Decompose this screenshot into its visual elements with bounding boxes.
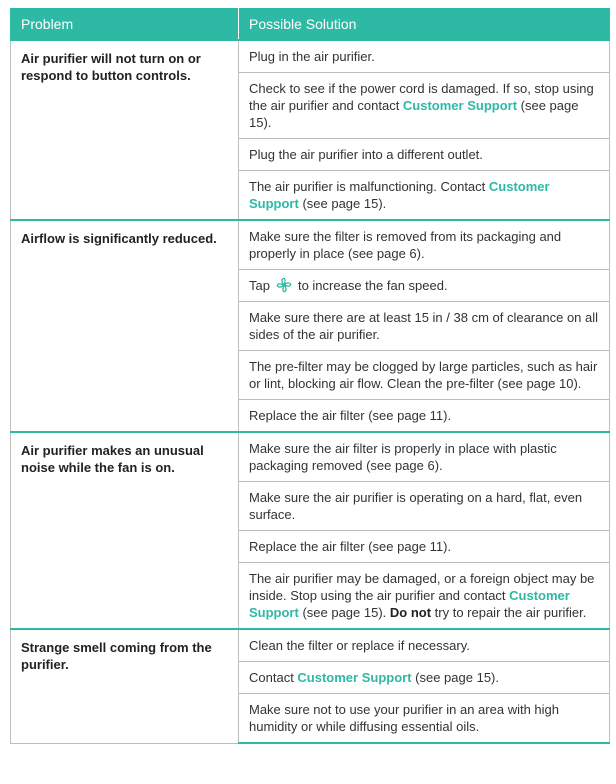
problem-group: [11, 432, 610, 629]
solution-text: Clean the filter or replace if necessary.: [249, 638, 470, 653]
problem-cell: Air purifier will not turn on or respond to button controls.: [11, 40, 239, 220]
solution-text: Check to see if the power cord is damaged. If so, stop using the air purifier and contact: [249, 81, 594, 113]
solution-cell: [239, 270, 610, 302]
solution-text: (see page 15).: [298, 605, 390, 620]
solution-text: Replace the air filter (see page 11).: [249, 539, 452, 554]
solution-text: Plug the air purifier into a different outlet.: [249, 147, 483, 162]
solution-text: The air purifier is malfunctioning. Contact: [249, 179, 489, 194]
solution-text: Make sure the air purifier is operating on a hard, flat, even surface.: [249, 490, 583, 522]
troubleshooting-table: [10, 8, 610, 744]
solution-cell: [239, 40, 610, 73]
solution-cell: [239, 482, 610, 531]
solution-text: Make sure there are at least 15 in / 38 cm of clearance on all sides of the air purifier.: [249, 310, 599, 342]
solution-text: Replace the air filter (see page 11).: [249, 408, 452, 423]
solution-cell: [239, 432, 610, 482]
solution-text: (see page 15).: [249, 98, 579, 130]
customer-support-link[interactable]: Customer Support: [249, 179, 550, 211]
solution-text: to increase the fan speed.: [297, 278, 448, 293]
solution-text: Make sure the air filter is properly in place with plastic packaging removed (see page 6).: [249, 441, 557, 473]
solution-text: Plug in the air purifier.: [249, 49, 375, 64]
solution-cell: [239, 531, 610, 563]
solution-text: The air purifier may be damaged, or a foreign object may be inside. Stop using the air purifier and contact: [249, 571, 595, 603]
solution-cell: [239, 73, 610, 139]
customer-support-link[interactable]: Customer Support: [402, 98, 518, 113]
solution-text: Tap: [249, 278, 270, 293]
table-row: [11, 629, 610, 662]
table-row: [11, 220, 610, 270]
solution-cell: [239, 694, 610, 744]
solution-text: try to repair the air purifier.: [431, 605, 587, 620]
solution-cell: [239, 400, 610, 433]
solution-text: (see page 15).: [411, 670, 499, 685]
solution-cell: [239, 629, 610, 662]
problem-cell: Airflow is significantly reduced.: [11, 220, 239, 432]
problem-group: [11, 629, 610, 743]
solution-cell: [239, 171, 610, 221]
solution-text: The pre-filter may be clogged by large particles, such as hair or lint, blocking air flow. Clean the pre-filter (see page 10).: [249, 359, 598, 391]
solution-cell: [239, 302, 610, 351]
solution-text: (see page 15).: [298, 196, 387, 211]
table-row: [11, 432, 610, 482]
problem-group: [11, 220, 610, 432]
table-row: [11, 40, 610, 73]
solution-cell: [239, 220, 610, 270]
solution-cell: [239, 563, 610, 630]
solution-cell: [239, 662, 610, 694]
emphasis-text: Do not: [389, 605, 432, 620]
header-problem: Problem: [11, 9, 239, 41]
customer-support-link[interactable]: Customer Support: [249, 588, 570, 620]
solution-text: Make sure not to use your purifier in an area with high humidity or while diffusing essential oils.: [249, 702, 560, 734]
problem-cell: Strange smell coming from the purifier.: [11, 629, 239, 743]
solution-cell: [239, 139, 610, 171]
table-header-row: [11, 9, 610, 41]
problem-cell: Air purifier makes an unusual noise while the fan is on.: [11, 432, 239, 629]
solution-text: Make sure the filter is removed from its packaging and properly in place (see page 6).: [249, 229, 562, 261]
header-solution: Possible Solution: [239, 9, 610, 41]
troubleshooting-table-container: [10, 8, 610, 744]
solution-cell: [239, 351, 610, 400]
solution-text: Contact: [249, 670, 298, 685]
customer-support-link[interactable]: Customer Support: [297, 670, 412, 685]
fan-icon: [276, 277, 292, 293]
problem-group: [11, 40, 610, 220]
